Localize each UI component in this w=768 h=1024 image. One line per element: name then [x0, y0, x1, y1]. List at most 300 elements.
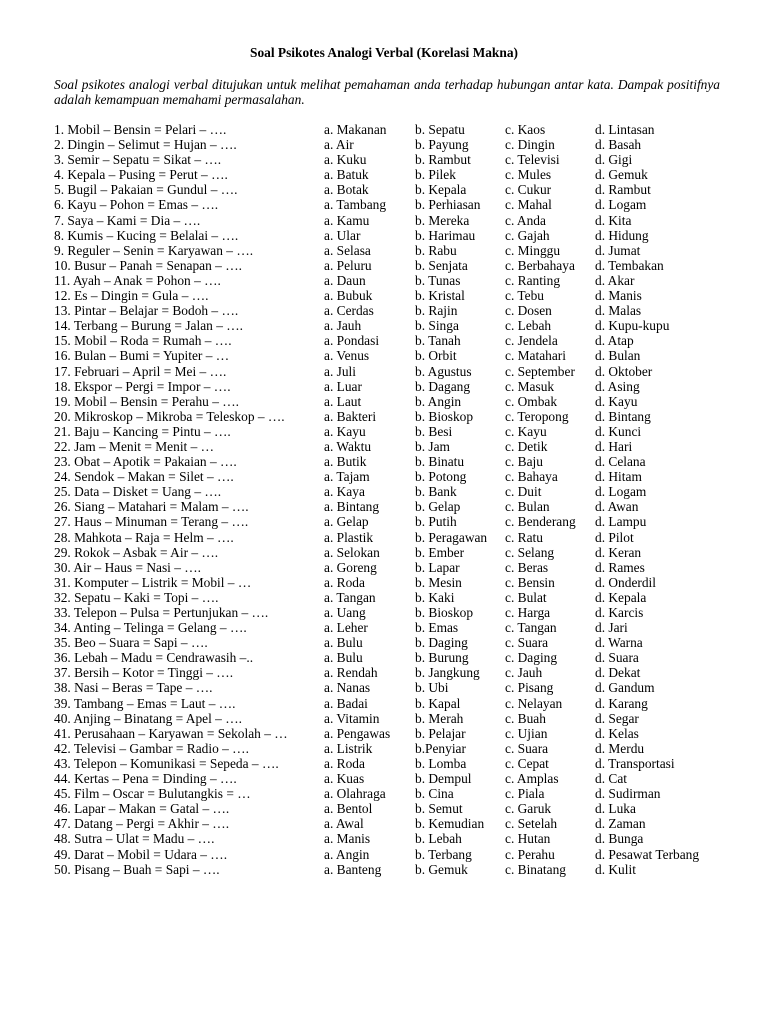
option-d: d. Luka [595, 801, 636, 817]
question-text: 24. Sendok – Makan = Silet – …. [54, 469, 234, 485]
option-b: b. Daging [415, 635, 468, 651]
option-d: d. Hidung [595, 227, 649, 243]
question-text: 40. Anjing – Binatang = Apel – …. [54, 710, 242, 726]
option-a: a. Kuku [324, 152, 367, 168]
option-c: c. Masuk [505, 378, 555, 394]
question-text: 34. Anting – Telinga = Gelang – …. [54, 620, 247, 636]
option-d: d. Kayu [595, 393, 638, 409]
option-a: a. Uang [324, 605, 366, 620]
option-d: d. Jumat [595, 242, 641, 258]
question-text: 7. Saya – Kami = Dia – …. [54, 212, 201, 228]
option-c: c. Amplas [505, 771, 559, 787]
question-row [54, 484, 734, 499]
option-b: b. Mesin [415, 574, 462, 590]
option-b: b. Dagang [415, 378, 471, 394]
question-text: 11. Ayah – Anak = Pohon – …. [54, 272, 221, 288]
option-c: c. Cukur [505, 182, 552, 198]
option-c: c. Ujian [505, 725, 548, 741]
question-text: 46. Lapar – Makan = Gatal – …. [54, 801, 230, 817]
question-row [54, 137, 734, 152]
option-b: b. Dempul [415, 771, 472, 787]
question-text: 29. Rokok – Asbak = Air – …. [54, 544, 219, 560]
option-b: b. Potong [415, 469, 467, 485]
page-title: Soal Psikotes Analogi Verbal (Korelasi Makna) [250, 45, 518, 60]
question-text: 30. Air – Haus = Nasi – …. [54, 559, 202, 575]
option-b: b. Burung [415, 650, 469, 666]
option-a: a. Listrik [324, 740, 373, 756]
option-c: c. Setelah [505, 816, 558, 832]
question-text: 47. Datang – Pergi = Akhir – …. [54, 816, 230, 832]
option-c: c. Ombak [505, 393, 558, 409]
question-text: 8. Kumis – Kucing = Belalai – …. [54, 227, 239, 243]
option-a: a. Botak [324, 182, 369, 198]
question-row [54, 364, 734, 379]
option-b: b. Kepala [415, 182, 467, 198]
question-row [54, 605, 734, 620]
option-b: b. Lebah [415, 831, 462, 847]
option-c: c. Televisi [505, 152, 560, 168]
question-row [54, 726, 734, 741]
option-a: a. Olahraga [324, 786, 386, 802]
question-text: 31. Komputer – Listrik = Mobil – … [54, 574, 252, 590]
question-text: 19. Mobil – Bensin = Perahu – …. [54, 393, 239, 409]
question-row [54, 741, 734, 756]
option-d: d. Kulit [595, 861, 636, 877]
option-b: b. Angin [415, 393, 462, 409]
option-b: b. Merah [415, 710, 464, 726]
option-a: a. Air [324, 137, 354, 153]
option-d: d. Pesawat Terbang [595, 846, 700, 862]
option-a: a. Juli [324, 363, 356, 379]
option-d: d. Dekat [595, 665, 641, 681]
option-c: c. Suara [505, 635, 549, 651]
option-a: a. Laut [324, 393, 362, 409]
question-text: 2. Dingin – Selimut = Hujan – …. [54, 137, 237, 153]
option-c: c. Suara [505, 740, 549, 756]
question-row [54, 424, 734, 439]
option-d: d. Celana [595, 454, 646, 470]
option-d: d. Bunga [595, 831, 644, 847]
option-d: d. Keran [595, 544, 642, 560]
option-a: a. Badai [324, 695, 368, 711]
option-a: a. Gelap [324, 514, 369, 530]
question-text: 27. Haus – Minuman = Terang – …. [54, 514, 249, 530]
option-d: d. Bulan [595, 348, 641, 364]
question-row [54, 650, 734, 665]
question-text: 32. Sepatu – Kaki = Topi – …. [54, 589, 219, 605]
question-text: 37. Bersih – Kotor = Tinggi – …. [54, 665, 234, 681]
option-d: d. Akar [595, 272, 635, 288]
question-text: 26. Siang – Matahari = Malam – …. [54, 499, 249, 515]
question-row [54, 348, 734, 363]
option-c: c. Piala [505, 786, 545, 802]
option-b: b. Gelap [415, 499, 461, 515]
option-a: a. Ular [324, 227, 361, 243]
option-b: b. Kaki [415, 589, 455, 605]
option-c: c. Bulan [505, 499, 550, 515]
question-row [54, 152, 734, 167]
question-text: 3. Semir – Sepatu = Sikat – …. [54, 152, 222, 168]
option-d: d. Kelas [595, 725, 639, 741]
question-text: 5. Bugil – Pakaian = Gundul – …. [54, 182, 238, 198]
option-d: d. Malas [595, 303, 642, 319]
option-d: d. Kita [595, 212, 632, 228]
option-b: b. Perhiasan [415, 197, 481, 213]
question-text: 12. Es – Dingin = Gula – …. [54, 288, 209, 304]
question-row [54, 258, 734, 273]
option-d: d. Onderdil [595, 574, 656, 590]
option-d: d. Bintang [595, 408, 651, 424]
option-c: c. Perahu [505, 846, 555, 862]
option-d: d. Sudirman [595, 786, 661, 802]
option-a: a. Roda [324, 574, 365, 590]
question-text: 45. Film – Oscar = Bulutangkis = … [54, 786, 251, 802]
question-row [54, 394, 734, 409]
option-c: c. Mahal [505, 197, 552, 213]
option-b: b. Putih [415, 514, 457, 530]
option-c: c. Cepat [505, 755, 549, 771]
option-d: d. Logam [595, 197, 647, 213]
option-d: d. Gigi [595, 152, 633, 168]
option-d: d. Kupu-kupu [595, 318, 670, 334]
option-a: a. Tajam [324, 469, 370, 485]
option-d: d. Karcis [595, 605, 644, 620]
question-row [54, 816, 734, 831]
option-b: b. Kapal [415, 695, 461, 711]
option-d: d. Atap [595, 333, 634, 349]
option-c: c. Selang [505, 544, 555, 560]
question-row [54, 122, 734, 137]
question-row [54, 620, 734, 635]
option-b: b. Ubi [415, 680, 449, 696]
option-a: a. Nanas [324, 680, 371, 696]
question-text: 38. Nasi – Beras = Tape – …. [54, 680, 213, 696]
option-a: a. Rendah [324, 665, 378, 681]
question-text: 50. Pisang – Buah = Sapi – …. [54, 861, 220, 877]
question-row [54, 831, 734, 846]
option-a: a. Kaya [324, 484, 365, 500]
question-text: 43. Telepon – Komunikasi = Sepeda – …. [54, 755, 279, 771]
option-d: d. Merdu [595, 740, 645, 756]
option-c: c. Duit [505, 484, 542, 500]
option-a: a. Kayu [324, 423, 366, 439]
question-list [54, 122, 734, 877]
question-text: 41. Perusahaan – Karyawan = Sekolah – … [54, 725, 288, 741]
option-d: d. Pilot [595, 529, 634, 545]
option-a: a. Jauh [324, 318, 362, 334]
question-row [54, 575, 734, 590]
option-c: c. Bahaya [505, 469, 558, 485]
question-text: 4. Kepala – Pusing = Perut – …. [54, 167, 228, 183]
option-b: b.Penyiar [415, 740, 466, 756]
question-row [54, 243, 734, 258]
option-d: d. Gandum [595, 680, 655, 696]
option-a: a. Batuk [324, 167, 369, 183]
option-c: c. Bensin [505, 574, 555, 590]
question-text: 49. Darat – Mobil = Udara – …. [54, 846, 228, 862]
question-row [54, 288, 734, 303]
option-c: c. Buah [505, 710, 546, 726]
question-row [54, 801, 734, 816]
question-text: 25. Data – Disket = Uang – …. [54, 484, 222, 500]
option-d: d. Gemuk [595, 167, 648, 183]
question-text: 42. Televisi – Gambar = Radio – …. [54, 740, 249, 756]
option-a: a. Bentol [324, 801, 373, 817]
option-c: c. Binatang [505, 861, 566, 877]
option-a: a. Leher [324, 620, 368, 636]
question-text: 16. Bulan – Bumi = Yupiter – … [54, 348, 230, 364]
option-c: c. Harga [505, 605, 551, 620]
option-d: d. Tembakan [595, 257, 664, 273]
question-row [54, 197, 734, 212]
option-b: b. Gemuk [415, 861, 468, 877]
option-c: c. Teropong [505, 408, 569, 424]
option-a: a. Plastik [324, 529, 374, 545]
question-text: 35. Beo – Suara = Sapi – …. [54, 635, 208, 651]
option-b: b. Peragawan [415, 529, 488, 545]
option-c: c. Benderang [505, 514, 576, 530]
option-c: c. Ratu [505, 529, 543, 545]
option-a: a. Bulu [324, 650, 363, 666]
option-c: c. Beras [505, 559, 549, 575]
option-d: d. Awan [595, 499, 639, 515]
option-c: c. September [505, 363, 575, 379]
option-b: b. Sepatu [415, 122, 465, 137]
option-d: d. Kunci [595, 423, 642, 439]
option-a: a. Vitamin [324, 710, 380, 726]
option-c: c. Tangan [505, 620, 557, 636]
option-b: b. Rajin [415, 303, 458, 319]
question-row [54, 273, 734, 288]
question-text: 6. Kayu – Pohon = Emas – …. [54, 197, 219, 213]
option-b: b. Lomba [415, 755, 467, 771]
option-d: d. Segar [595, 710, 639, 726]
option-c: c. Garuk [505, 801, 552, 817]
option-d: d. Karang [595, 695, 648, 711]
option-b: b. Harimau [415, 227, 476, 243]
question-row [54, 530, 734, 545]
question-row [54, 303, 734, 318]
question-text: 9. Reguler – Senin = Karyawan – …. [54, 242, 254, 258]
question-text: 18. Ekspor – Pergi = Impor – …. [54, 378, 231, 394]
option-b: b. Pelajar [415, 725, 466, 741]
option-c: c. Kaos [505, 122, 546, 137]
option-c: c. Nelayan [505, 695, 563, 711]
option-c: c. Jendela [505, 333, 558, 349]
question-row [54, 590, 734, 605]
question-row [54, 696, 734, 711]
question-text: 28. Mahkota – Raja = Helm – …. [54, 529, 234, 545]
option-a: a. Bakteri [324, 408, 377, 424]
option-a: a. Makanan [324, 122, 387, 137]
option-d: d. Lampu [595, 514, 647, 530]
option-b: b. Mereka [415, 212, 470, 228]
question-text: 22. Jam – Menit = Menit – … [54, 438, 215, 454]
option-d: d. Suara [595, 650, 639, 666]
option-c: c. Berbahaya [505, 257, 575, 273]
question-row [54, 409, 734, 424]
option-d: d. Warna [595, 635, 643, 651]
option-d: d. Oktober [595, 363, 653, 379]
question-text: 10. Busur – Panah = Senapan – …. [54, 257, 242, 273]
question-row [54, 469, 734, 484]
option-c: c. Pisang [505, 680, 554, 696]
option-d: d. Kepala [595, 589, 647, 605]
option-a: a. Selokan [324, 544, 380, 560]
option-b: b. Tunas [415, 272, 461, 288]
question-text: 39. Tambang – Emas = Laut – …. [54, 695, 236, 711]
question-row [54, 545, 734, 560]
option-b: b. Pilek [415, 167, 456, 183]
question-text: 13. Pintar – Belajar = Bodoh – …. [54, 303, 239, 319]
option-c: c. Dosen [505, 303, 552, 319]
question-row [54, 771, 734, 786]
question-text: 1. Mobil – Bensin = Pelari – …. [54, 122, 227, 137]
question-row [54, 228, 734, 243]
option-b: b. Lapar [415, 559, 460, 575]
option-d: d. Transportasi [595, 755, 675, 771]
option-a: a. Roda [324, 755, 365, 771]
option-b: b. Jam [415, 438, 450, 454]
option-d: d. Hari [595, 438, 633, 454]
question-row [54, 333, 734, 348]
option-a: a. Kuas [324, 771, 365, 787]
question-row [54, 439, 734, 454]
question-row [54, 560, 734, 575]
option-c: c. Jauh [505, 665, 543, 681]
question-row [54, 756, 734, 771]
question-text: 17. Februari – April = Mei – …. [54, 363, 227, 379]
option-a: a. Bintang [324, 499, 380, 515]
question-text: 21. Baju – Kancing = Pintu – …. [54, 423, 231, 439]
option-b: b. Orbit [415, 348, 457, 364]
option-c: c. Detik [505, 438, 548, 454]
option-b: b. Bioskop [415, 605, 474, 620]
question-row [54, 514, 734, 529]
option-b: b. Kemudian [415, 816, 485, 832]
option-a: a. Awal [324, 816, 364, 832]
option-c: c. Kayu [505, 423, 547, 439]
option-a: a. Tangan [324, 589, 376, 605]
option-a: a. Butik [324, 454, 367, 470]
intro-paragraph: Soal psikotes analogi verbal ditujukan untuk melihat pemahaman anda terhadap hubungan antar kata. Dampak positifnya adalah kemampuan memahami permasalahan. [54, 77, 720, 107]
question-row [54, 454, 734, 469]
question-row [54, 213, 734, 228]
question-text: 20. Mikroskop – Mikroba = Teleskop – …. [54, 408, 285, 424]
option-c: c. Minggu [505, 242, 561, 258]
option-b: b. Senjata [415, 257, 468, 273]
question-text: 23. Obat – Apotik = Pakaian – …. [54, 454, 237, 470]
option-b: b. Agustus [415, 363, 472, 379]
option-d: d. Basah [595, 137, 642, 153]
option-a: a. Selasa [324, 242, 371, 258]
option-b: b. Semut [415, 801, 463, 817]
option-d: d. Jari [595, 620, 628, 636]
question-row [54, 182, 734, 197]
option-b: b. Ember [415, 544, 465, 560]
option-c: c. Mules [505, 167, 552, 183]
option-a: a. Goreng [324, 559, 377, 575]
question-text: 48. Sutra – Ulat = Madu – …. [54, 831, 215, 847]
option-a: a. Bulu [324, 635, 363, 651]
option-a: a. Waktu [324, 438, 372, 454]
option-b: b. Rabu [415, 242, 457, 258]
option-b: b. Terbang [415, 846, 472, 862]
question-row [54, 379, 734, 394]
option-a: a. Bubuk [324, 288, 373, 304]
option-d: d. Rames [595, 559, 645, 575]
option-d: d. Lintasan [595, 122, 655, 137]
option-a: a. Luar [324, 378, 362, 394]
option-a: a. Tambang [324, 197, 387, 213]
option-d: d. Manis [595, 288, 642, 304]
option-c: c. Bulat [505, 589, 547, 605]
option-a: a. Peluru [324, 257, 372, 273]
option-b: b. Kristal [415, 288, 465, 304]
option-b: b. Rambut [415, 152, 471, 168]
option-d: d. Zaman [595, 816, 646, 832]
question-text: 36. Lebah – Madu = Cendrawasih –.. [54, 650, 254, 666]
option-c: c. Baju [505, 454, 543, 470]
option-a: a. Banteng [324, 861, 382, 877]
question-row [54, 711, 734, 726]
option-b: b. Payung [415, 137, 469, 153]
question-row [54, 167, 734, 182]
option-b: b. Jangkung [415, 665, 480, 681]
option-a: a. Pondasi [324, 333, 380, 349]
option-b: b. Bank [415, 484, 457, 500]
question-row [54, 318, 734, 333]
question-row [54, 499, 734, 514]
option-d: d. Asing [595, 378, 640, 394]
option-b: b. Cina [415, 786, 454, 802]
option-d: d. Hitam [595, 469, 642, 485]
option-c: c. Anda [505, 212, 546, 228]
question-row [54, 786, 734, 801]
option-a: a. Manis [324, 831, 371, 847]
option-c: c. Matahari [505, 348, 566, 364]
question-row [54, 635, 734, 650]
question-row [54, 680, 734, 695]
option-b: b. Tanah [415, 333, 461, 349]
option-b: b. Emas [415, 620, 459, 636]
option-c: c. Lebah [505, 318, 552, 334]
option-a: a. Daun [324, 272, 366, 288]
question-text: 44. Kertas – Pena = Dinding – …. [54, 771, 237, 787]
option-d: d. Rambut [595, 182, 651, 198]
question-text: 15. Mobil – Roda = Rumah – …. [54, 333, 232, 349]
option-b: b. Singa [415, 318, 459, 334]
option-c: c. Daging [505, 650, 558, 666]
question-row [54, 847, 734, 862]
option-c: c. Gajah [505, 227, 550, 243]
option-a: a. Kamu [324, 212, 370, 228]
option-b: b. Binatu [415, 454, 465, 470]
option-c: c. Ranting [505, 272, 561, 288]
option-c: c. Hutan [505, 831, 551, 847]
question-text: 33. Telepon – Pulsa = Pertunjukan – …. [54, 605, 269, 620]
option-a: a. Cerdas [324, 303, 374, 319]
option-a: a. Pengawas [324, 725, 391, 741]
question-row [54, 862, 734, 877]
option-a: a. Angin [324, 846, 370, 862]
option-a: a. Venus [324, 348, 370, 364]
question-row [54, 665, 734, 680]
option-d: d. Cat [595, 771, 627, 787]
option-c: c. Tebu [505, 288, 544, 304]
option-b: b. Bioskop [415, 408, 474, 424]
option-c: c. Dingin [505, 137, 555, 153]
